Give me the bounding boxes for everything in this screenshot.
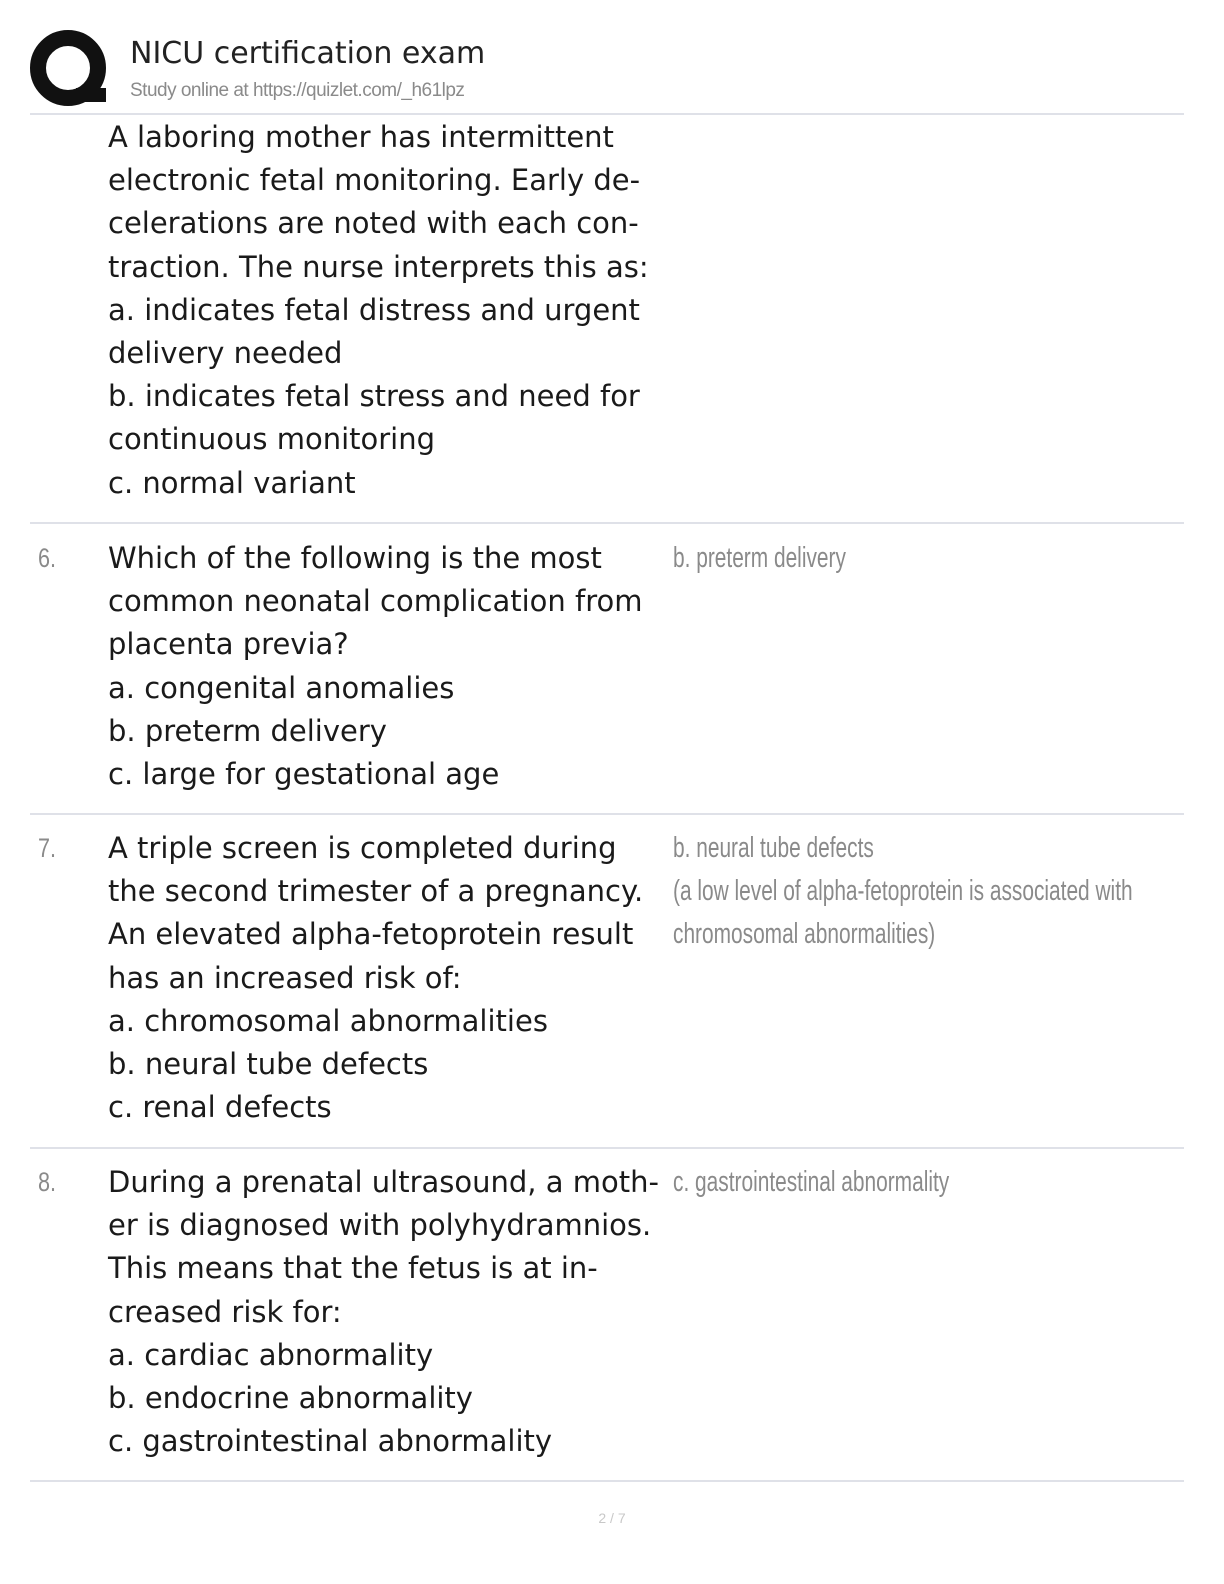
study-online-link[interactable]: Study online at https://quizlet.com/_h61lpz <box>130 80 465 101</box>
question-line: A triple screen is completed during <box>108 831 617 865</box>
card-answer <box>673 1161 1193 1204</box>
card-divider <box>30 813 1184 815</box>
question-line: This means that the fetus is at in- <box>108 1251 598 1286</box>
question-line: During a prenatal ultrasound, a moth- <box>108 1165 659 1199</box>
question-line: traction. The nurse interprets this as: <box>108 249 649 284</box>
question-line: a. congenital anomalies <box>108 670 455 705</box>
card-divider <box>30 522 1184 524</box>
question-line: c. renal defects <box>108 1090 332 1125</box>
question-line: a. cardiac abnormality <box>108 1337 434 1372</box>
question-line: celerations are noted with each con- <box>108 206 639 241</box>
card-question <box>108 1161 678 1463</box>
answer-line: chromosomal abnormalities) <box>673 918 936 951</box>
question-line: has an increased risk of: <box>108 960 462 995</box>
document-title: NICU certification exam <box>130 36 486 71</box>
card-answer <box>673 537 1193 580</box>
card-divider <box>30 1480 1184 1482</box>
card-question <box>108 537 678 796</box>
question-line: electronic fetal monitoring. Early de- <box>108 163 641 198</box>
card-number: 8. <box>38 1167 57 1197</box>
question-line: er is diagnosed with polyhydramnios. <box>108 1208 652 1243</box>
quizlet-logo-icon <box>30 30 108 108</box>
question-line: A laboring mother has intermittent <box>108 120 614 154</box>
question-line: delivery needed <box>108 336 343 371</box>
question-line: b. endocrine abnormality <box>108 1381 473 1416</box>
question-line: continuous monitoring <box>108 422 436 457</box>
answer-line: (a low level of alpha-fetoprotein is associated with <box>673 875 1133 908</box>
question-line: b. neural tube defects <box>108 1047 429 1082</box>
page-header <box>30 30 1184 114</box>
question-line: common neonatal complication from <box>108 584 643 619</box>
question-line: creased risk for: <box>108 1294 342 1329</box>
question-line: a. indicates fetal distress and urgent <box>108 292 640 327</box>
card-divider <box>30 1147 1184 1149</box>
question-line: b. indicates fetal stress and need for <box>108 379 640 414</box>
page-number: 2 / 7 <box>598 1510 626 1526</box>
card-number: 7. <box>38 833 57 863</box>
header-divider <box>30 113 1184 115</box>
card-answer <box>673 827 1193 957</box>
question-line: An elevated alpha-fetoprotein result <box>108 917 634 952</box>
question-line: placenta previa? <box>108 627 349 662</box>
question-line: b. preterm delivery <box>108 713 387 748</box>
card-question <box>108 116 678 505</box>
question-line: c. large for gestational age <box>108 757 500 792</box>
answer-line: c. gastrointestinal abnormality <box>673 1166 950 1198</box>
question-line: the second trimester of a pregnancy. <box>108 874 644 909</box>
question-line: c. normal variant <box>108 465 356 500</box>
question-line: a. chromosomal abnormalities <box>108 1003 548 1038</box>
answer-line: b. neural tube defects <box>673 832 874 864</box>
card-number: 6. <box>38 543 57 573</box>
question-line: Which of the following is the most <box>108 541 602 575</box>
question-line: c. gastrointestinal abnormality <box>108 1424 553 1459</box>
card-question <box>108 827 678 1129</box>
answer-line: b. preterm delivery <box>673 542 846 574</box>
